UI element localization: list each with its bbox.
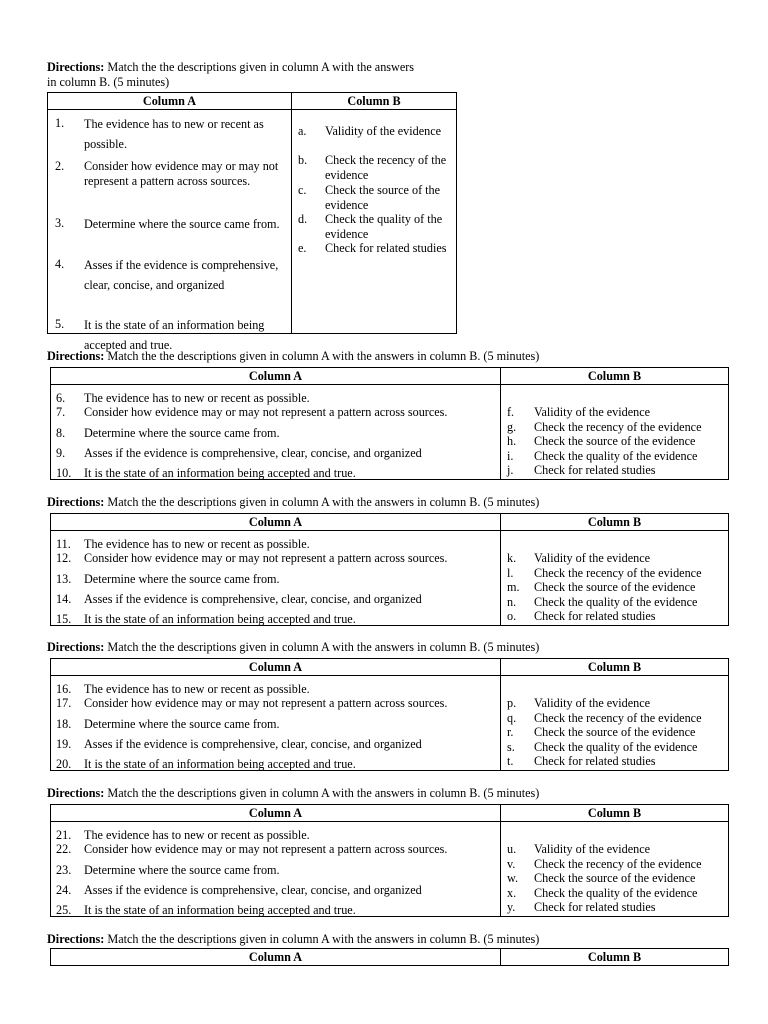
column-a-cell: 11. The evidence has to new or recent as possible. 12. Consider how evidence may or may not represent a pattern across sources. 13. Determine where the source came from. 14. Asses if the evidence is comprehensive, clear, concise, and organized 15. It is the state of an information being accepted and true. xyxy=(51,531,501,626)
column-b-header: Column B xyxy=(292,93,457,110)
column-a-header: Column A xyxy=(51,805,501,822)
column-b-header: Column B xyxy=(501,659,729,676)
directions-2: Directions: Match the the descriptions given in column A with the answers in column B. (5 minutes) xyxy=(47,349,540,363)
column-a-header: Column A xyxy=(51,368,501,385)
directions-1: Directions: Match the the descriptions given in column A with the answers in column B. (5 minutes) xyxy=(47,60,415,89)
column-a-cell: 1. The evidence has to new or recent as possible. 2. Consider how evidence may or may not represent a pattern across sources. 3. Determine where the source came from. 4. Asses if the evidence is comprehensive, clear, concise, and organized 5. It is the state of an information being accepted and true. xyxy=(48,110,292,334)
column-b-cell: k. Validity of the evidence l. Check the recency of the evidence m. Check the source of the evidence n. Check the quality of the evidence o. Check for related studies xyxy=(501,531,729,626)
directions-6: Directions: Match the the descriptions given in column A with the answers in column B. (5 minutes) xyxy=(47,932,540,946)
directions-3: Directions: Match the the descriptions given in column A with the answers in column B. (5 minutes) xyxy=(47,495,540,509)
column-b-header: Column B xyxy=(501,514,729,531)
matching-table-5 xyxy=(50,804,729,917)
column-b-header: Column B xyxy=(501,368,729,385)
column-b-cell: u. Validity of the evidence v. Check the recency of the evidence w. Check the source of the evidence x. Check the quality of the evidence y. Check for related studies xyxy=(501,822,729,917)
column-a-header: Column A xyxy=(48,93,292,110)
matching-table-6 xyxy=(50,948,729,966)
matching-table-2 xyxy=(50,367,729,480)
column-a-header: Column A xyxy=(51,949,501,966)
matching-table-4 xyxy=(50,658,729,771)
matching-table-1 xyxy=(47,92,457,352)
column-a-cell: 16. The evidence has to new or recent as possible. 17. Consider how evidence may or may not represent a pattern across sources. 18. Determine where the source came from. 19. Asses if the evidence is comprehensive, clear, concise, and organized 20. It is the state of an information being accepted and true. xyxy=(51,676,501,771)
column-a-cell: 6. The evidence has to new or recent as possible. 7. Consider how evidence may or may not represent a pattern across sources. 8. Determine where the source came from. 9. Asses if the evidence is comprehensive, clear, concise, and organized 10. It is the state of an information being accepted and true. xyxy=(51,385,501,480)
directions-4: Directions: Match the the descriptions given in column A with the answers in column B. (5 minutes) xyxy=(47,640,540,654)
column-b-header: Column B xyxy=(501,805,729,822)
column-b-cell: f. Validity of the evidence g. Check the recency of the evidence h. Check the source of the evidence i. Check the quality of the evidence j. Check for related studies xyxy=(501,385,729,480)
matching-table-3 xyxy=(50,513,729,626)
column-b-cell: p. Validity of the evidence q. Check the recency of the evidence r. Check the source of the evidence s. Check the quality of the evidence t. Check for related studies xyxy=(501,676,729,771)
column-b-cell: a. Validity of the evidence b. Check the recency of the evidence c. Check the source of the evidence d. Check the quality of the evidence e. Check for related studies xyxy=(292,110,457,334)
column-a-header: Column A xyxy=(51,659,501,676)
column-a-header: Column A xyxy=(51,514,501,531)
column-b-header: Column B xyxy=(501,949,729,966)
directions-5: Directions: Match the the descriptions given in column A with the answers in column B. (5 minutes) xyxy=(47,786,540,800)
column-a-cell: 21. The evidence has to new or recent as possible. 22. Consider how evidence may or may not represent a pattern across sources. 23. Determine where the source came from. 24. Asses if the evidence is comprehensive, clear, concise, and organized 25. It is the state of an information being accepted and true. xyxy=(51,822,501,917)
